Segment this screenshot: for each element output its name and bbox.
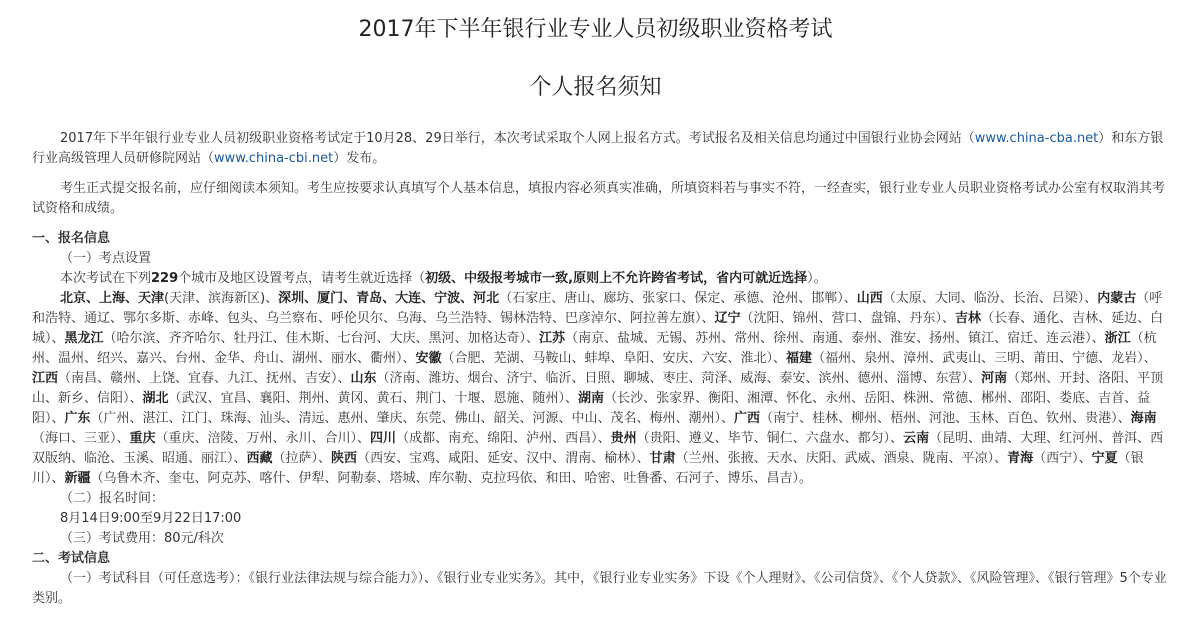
province-name: 海南: [1130, 411, 1157, 426]
province-name: 甘肃: [649, 451, 676, 466]
province-cities: （广州、湛江、江门、珠海、汕头、清远、惠州、肇庆、东莞、佛山、韶关、河源、中山、茂名、梅州、潮州）、: [90, 411, 735, 426]
province-name: 山东: [350, 371, 377, 386]
province-name: 云南: [903, 431, 930, 446]
sub-heading-fee: （三）考试费用：80元/科次: [60, 531, 224, 546]
province-name: 西藏: [246, 451, 273, 466]
province-cities: （福州、泉州、漳州、武夷山、三明、莆田、宁德、龙岩）、: [812, 351, 1157, 366]
province-cities: （西宁）、: [1033, 451, 1092, 466]
province-name: 重庆: [129, 431, 156, 446]
notice-paragraph: 考生正式提交报名前，应仔细阅读本须知。考生应按要求认真填写个人基本信息，填报内容必须真实准确，所填资料若与事实不符，一经查实，银行业专业人员职业资格考试办公室有权取消其考试资格和成绩。: [32, 181, 1166, 216]
province-name: 四川: [370, 431, 397, 446]
section1-heading: 一、报名信息: [32, 231, 111, 246]
province-cities: （哈尔滨、齐齐哈尔、牡丹江、佳木斯、七台河、大庆、黑河、加格达奇）、: [103, 331, 540, 346]
province-cities: （南宁、桂林、柳州、梧州、河池、玉林、百色、钦州、贵港）、: [760, 411, 1131, 426]
sub-heading-time: （二）报名时间：: [60, 491, 165, 506]
province-cities: （重庆、涪陵、万州、永川、合川）、: [155, 431, 371, 446]
province-cities: （杭州、温州、绍兴、嘉兴、台州、金华、舟山、湖州、丽水、衢州）、: [32, 331, 1157, 366]
province-cities: （兰州、张掖、天水、庆阳、武威、酒泉、陇南、平凉）、: [675, 451, 1008, 466]
intro-paragraph: 2017年下半年银行业专业人员初级职业资格考试定于10月28、29日举行，本次考试采取个人网上报名方式。考试报名及相关信息均通过中国银行业协会网站（www.china-cba.net）和东方银行业高级管理人员研修院网站（www.china-cbi.net）发布。: [32, 131, 1164, 166]
province-cities: （郑州、开封、洛阳、平顶山、新乡、信阳）、: [32, 371, 1164, 406]
province-cities: （呼和浩特、通辽、鄂尔多斯、赤峰、包头、乌兰察布、呼伦贝尔、乌海、乌兰浩特、锡林浩特、巴彦淖尔、阿拉善左旗）、: [32, 291, 1163, 326]
exam-subjects: （一）考试科目（可任意选考）：《银行业法律法规与综合能力》）、《银行业专业实务》。其中，《银行业专业实务》下设《个人理财》、《公司信贷》、《个人贷款》、《风险管理》、《银行管理》5个专业类别。: [32, 571, 1167, 606]
section2-heading: 二、考试信息: [32, 551, 111, 566]
venue-intro: 本次考试在下列229个城市及地区设置考点，请考生就近选择（初级、中级报考城市一致,原则上不允许跨省考试，省内可就近选择）。: [60, 271, 827, 286]
province-cities: （沈阳、锦州、营口、盘锦、丹东）、: [740, 311, 956, 326]
province-name: 辽宁: [714, 311, 741, 326]
page-subtitle: 个人报名须知: [529, 75, 662, 100]
city-list: [32, 289, 1168, 489]
province-name: 安徽: [415, 351, 442, 366]
province-cities: （武汉、宜昌、襄阳、荆州、黄冈、黄石、荆门、十堰、恩施、随州）、: [168, 391, 579, 406]
province-cities: （济南、潍坊、烟台、济宁、临沂、日照、聊城、枣庄、菏泽、威海、泰安、滨州、德州、淄博、东营）、: [376, 371, 982, 386]
province-cities: （昆明、曲靖、大理、红河州、普洱、西双版纳、临沧、玉溪、昭通、丽江）、: [32, 431, 1164, 466]
cbi-link[interactable]: www.china-cbi.net: [214, 151, 334, 166]
province-name: 深圳、厦门、青岛、大连、宁波、河北: [278, 291, 500, 306]
province-name: 北京、上海、天津: [60, 291, 165, 306]
province-name: 广西: [734, 411, 761, 426]
province-name: 湖南: [578, 391, 605, 406]
province-name: 贵州: [610, 431, 637, 446]
province-cities: （南昌、赣州、上饶、宜春、九江、抚州、吉安）、: [58, 371, 351, 386]
province-name: 黑龙江: [64, 331, 104, 346]
province-name: 河南: [981, 371, 1008, 386]
province-cities: （西安、宝鸡、咸阳、延安、汉中、渭南、榆林）、: [357, 451, 650, 466]
province-name: 湖北: [142, 391, 169, 406]
province-name: 江苏: [539, 331, 566, 346]
province-cities: （太原、大同、临汾、长治、吕梁）、: [882, 291, 1098, 306]
province-cities: （贵阳、遵义、毕节、铜仁、六盘水、都匀）、: [636, 431, 904, 446]
sub-heading-venues: （一）考点设置: [60, 251, 152, 266]
province-cities: （拉萨）、: [272, 451, 332, 466]
province-name: 内蒙古: [1097, 291, 1137, 306]
province-name: 陕西: [331, 451, 358, 466]
article-body: [32, 129, 1168, 609]
province-name: 青海: [1007, 451, 1034, 466]
province-cities: （银川）、: [32, 451, 1144, 486]
province-name: 山西: [856, 291, 883, 306]
province-name: 宁夏: [1091, 451, 1118, 466]
province-cities: （合肥、芜湖、马鞍山、蚌埠、阜阳、安庆、六安、淮北）、: [441, 351, 787, 366]
province-cities: （南京、盐城、无锡、苏州、常州、徐州、南通、泰州、淮安、扬州、镇江、宿迁、连云港）、: [565, 331, 1105, 346]
province-cities: （成都、南充、绵阳、泸州、西昌）、: [396, 431, 611, 446]
registration-time: 8月14日9:00至9月22日17:00: [60, 511, 242, 526]
page-title: 2017年下半年银行业专业人员初级职业资格考试: [358, 17, 833, 42]
province-name: 新疆: [64, 471, 91, 486]
province-cities: （石家庄、唐山、廊坊、张家口、保定、承德、沧州、邯郸）、: [499, 291, 857, 306]
province-name: 浙江: [1104, 331, 1131, 346]
province-name: 吉林: [955, 311, 982, 326]
province-cities: （乌鲁木齐、奎屯、阿克苏、喀什、伊犁、阿勒泰、塔城、库尔勒、克拉玛依、和田、哈密、吐鲁番、石河子、博乐、昌吉）。: [90, 471, 813, 486]
province-name: 福建: [786, 351, 813, 366]
city-count: 229: [151, 271, 179, 286]
province-name: 江西: [32, 371, 59, 386]
province-cities: （海口、三亚）、: [32, 431, 130, 446]
province-cities: (天津、滨海新区)、: [164, 291, 279, 306]
cba-link[interactable]: www.china-cba.net: [974, 131, 1099, 146]
province-name: 广东: [64, 411, 91, 426]
province-cities: （长沙、张家界、衡阳、湘潭、怀化、永州、岳阳、株洲、常德、郴州、邵阳、娄底、吉首、益阳）、: [32, 391, 1151, 426]
venue-rule: 初级、中级报考城市一致,原则上不允许跨省考试，省内可就近选择: [425, 271, 808, 286]
province-cities: （长春、通化、吉林、延边、白城）、: [32, 311, 1164, 346]
